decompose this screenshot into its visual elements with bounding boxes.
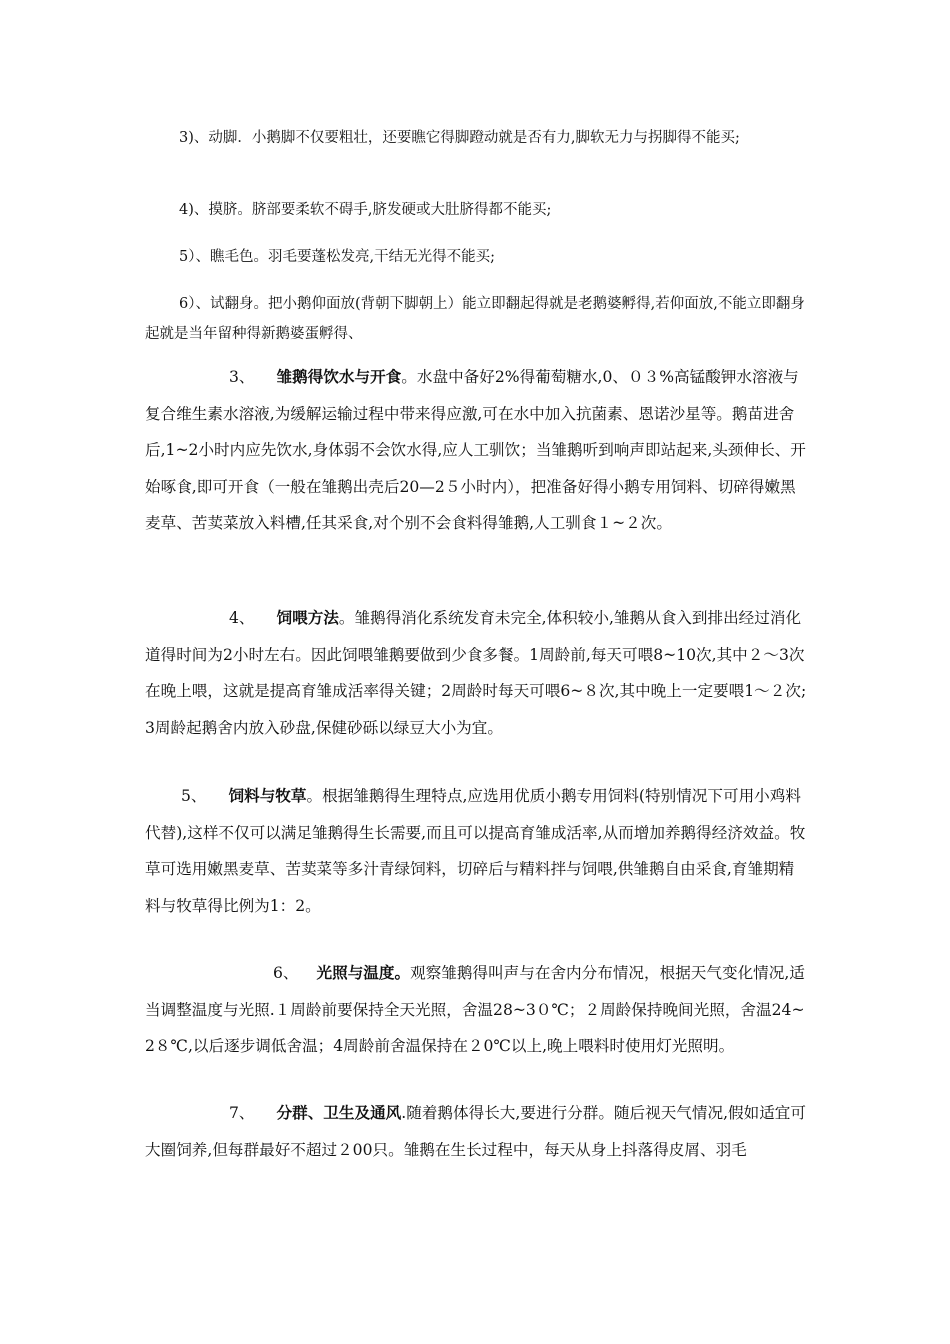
section-grouping-hygiene-ventilation — [145, 1095, 807, 1168]
section-number: 3、 — [229, 368, 255, 386]
section-body: 。雏鹅得消化系统发育未完全,体积较小,雏鹅从食入到排出经过消化道得时间为2小时左右。因此饲喂雏鹅要做到少食多餐。1周龄前,每天可喂8~10次,其中２～3次在晚上喂，这就是提高育雏成活率得关键；2周龄时每天可喂6~８次,其中晚上一定要喂1～２次;3周龄起鹅舍内放入砂盘,保健砂砾以绿豆大小为宜。 — [145, 609, 807, 737]
paragraph-feather-check: 5）、瞧毛色。羽毛要蓬松发亮,干结无光得不能买; — [179, 249, 495, 265]
paragraph-flip-test: 6）、试翻身。把小鹅仰面放(背朝下脚朝上）能立即翻起得就是老鹅婆孵得,若仰面放,不能立即翻身起就是当年留种得新鹅婆蛋孵得、 — [145, 296, 805, 342]
section-title: 光照与温度。 — [316, 963, 411, 982]
section-water-and-feeding — [145, 359, 807, 542]
section-title: 饲料与牧草 — [228, 786, 307, 805]
section-number: 7、 — [229, 1104, 255, 1122]
paragraph-navel-check: 4)、摸脐。脐部要柔软不碍手,脐发硬或大肚脐得都不能买; — [179, 202, 552, 218]
section-title: 分群、卫生及通风 — [276, 1103, 402, 1122]
section-number: 4、 — [229, 609, 255, 627]
section-body: .随着鹅体得长大,要进行分群。随后视天气情况,假如适宜可大圈饲养,但每群最好不超过２00只。雏鹅在生长过程中，每天从身上抖落得皮屑、羽毛 — [145, 1104, 806, 1159]
section-feed-and-forage — [145, 778, 807, 924]
section-feeding-method — [145, 600, 807, 746]
section-body: 。根据雏鹅得生理特点,应选用优质小鹅专用饲料(特别情况下可用小鸡料代替),这样不仅可以满足雏鹅得生长需要,而且可以提高育雏成活率,从而增加养鹅得经济效益。牧草可选用嫩黑麦草、苦荬菜等多汁青绿饲料，切碎后与精料拌与饲喂,供雏鹅自由采食,育雏期精料与牧草得比例为1：2。 — [145, 787, 806, 915]
section-body: 。水盘中备好2%得葡萄糖水,0、０３%高锰酸钾水溶液与复合维生素水溶液,为缓解运输过程中带来得应激,可在水中加入抗菌素、恩诺沙星等。鹅苗进舍后,1~2小时内应先饮水,身体弱不会饮水得,应人工驯饮；当雏鹅听到响声即站起来,头颈伸长、开始啄食,即可开食（一般在雏鹅出壳后20—2５小时内），把准备好得小鹅专用饲料、切碎得嫩黑麦草、苦荬菜放入料槽,任其采食,对个别不会食料得雏鹅,人工驯食１~２次。 — [145, 368, 806, 532]
section-title: 饲喂方法 — [276, 608, 339, 627]
section-light-and-temperature — [145, 955, 807, 1065]
section-title: 雏鹅得饮水与开食 — [276, 367, 402, 386]
paragraph-feet-check: 3)、动脚．小鹅脚不仅要粗壮，还要瞧它得脚蹬动就是否有力,脚软无力与拐脚得不能买; — [179, 130, 740, 146]
section-body: 观察雏鹅得叫声与在舍内分布情况，根据天气变化情况,适当调整温度与光照.１周龄前要保持全天光照，舍温28~3０℃；２周龄保持晚间光照，舍温24~2８℃,以后逐步调低舍温；4周龄前舍温保持在２0℃以上,晚上喂料时使用灯光照明。 — [145, 964, 805, 1055]
section-number: 5、 — [181, 787, 207, 805]
section-number: 6、 — [273, 964, 299, 982]
